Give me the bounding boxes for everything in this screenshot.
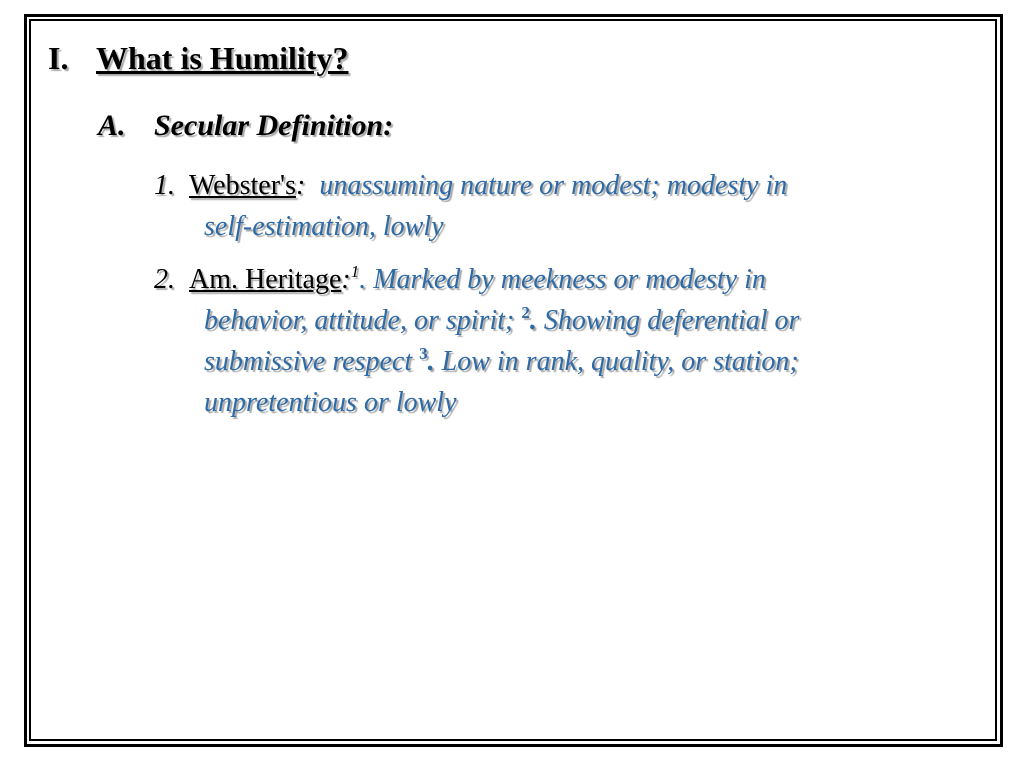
item-term: Am. Heritage — [189, 264, 342, 295]
definition-item-websters — [154, 165, 954, 247]
definition-item-am-heritage — [154, 259, 954, 423]
item-number: 1. — [154, 170, 175, 201]
item-definition-dot2: . — [529, 305, 537, 336]
heading-main-number: I. — [48, 40, 69, 76]
definition-line — [154, 300, 954, 341]
superscript-3: 3 — [419, 344, 428, 363]
item-definition-part2: behavior, attitude, or spirit; — [204, 305, 522, 336]
item-number: 2. — [154, 264, 175, 295]
item-colon: : — [341, 264, 351, 295]
item-definition-part3: Showing deferential or — [536, 305, 800, 336]
item-definition-line1: unassuming nature or modest; modesty in — [319, 170, 788, 201]
superscript-2: 2 — [521, 303, 530, 322]
heading-main-title: What is Humility? — [96, 40, 349, 76]
subheading — [98, 109, 393, 143]
superscript-1: 1 — [350, 262, 360, 281]
subheading-number: A. — [98, 109, 126, 142]
item-definition-part4: submissive respect — [204, 346, 420, 377]
item-definition-dot3: . — [427, 346, 435, 377]
heading-main — [48, 40, 348, 77]
item-definition-line2: self-estimation, lowly — [204, 211, 444, 242]
definition-line — [154, 341, 954, 382]
item-definition-part1: . Marked by meekness or modesty in — [359, 264, 766, 295]
subheading-title: Secular Definition: — [154, 109, 394, 142]
definition-line — [154, 165, 954, 206]
item-colon: : — [295, 170, 306, 201]
item-definition-part5: Low in rank, quality, or station; — [434, 346, 799, 377]
item-definition-part6: unpretentious or lowly — [204, 387, 457, 418]
definition-line — [154, 259, 954, 300]
item-term: Webster's — [189, 170, 296, 201]
